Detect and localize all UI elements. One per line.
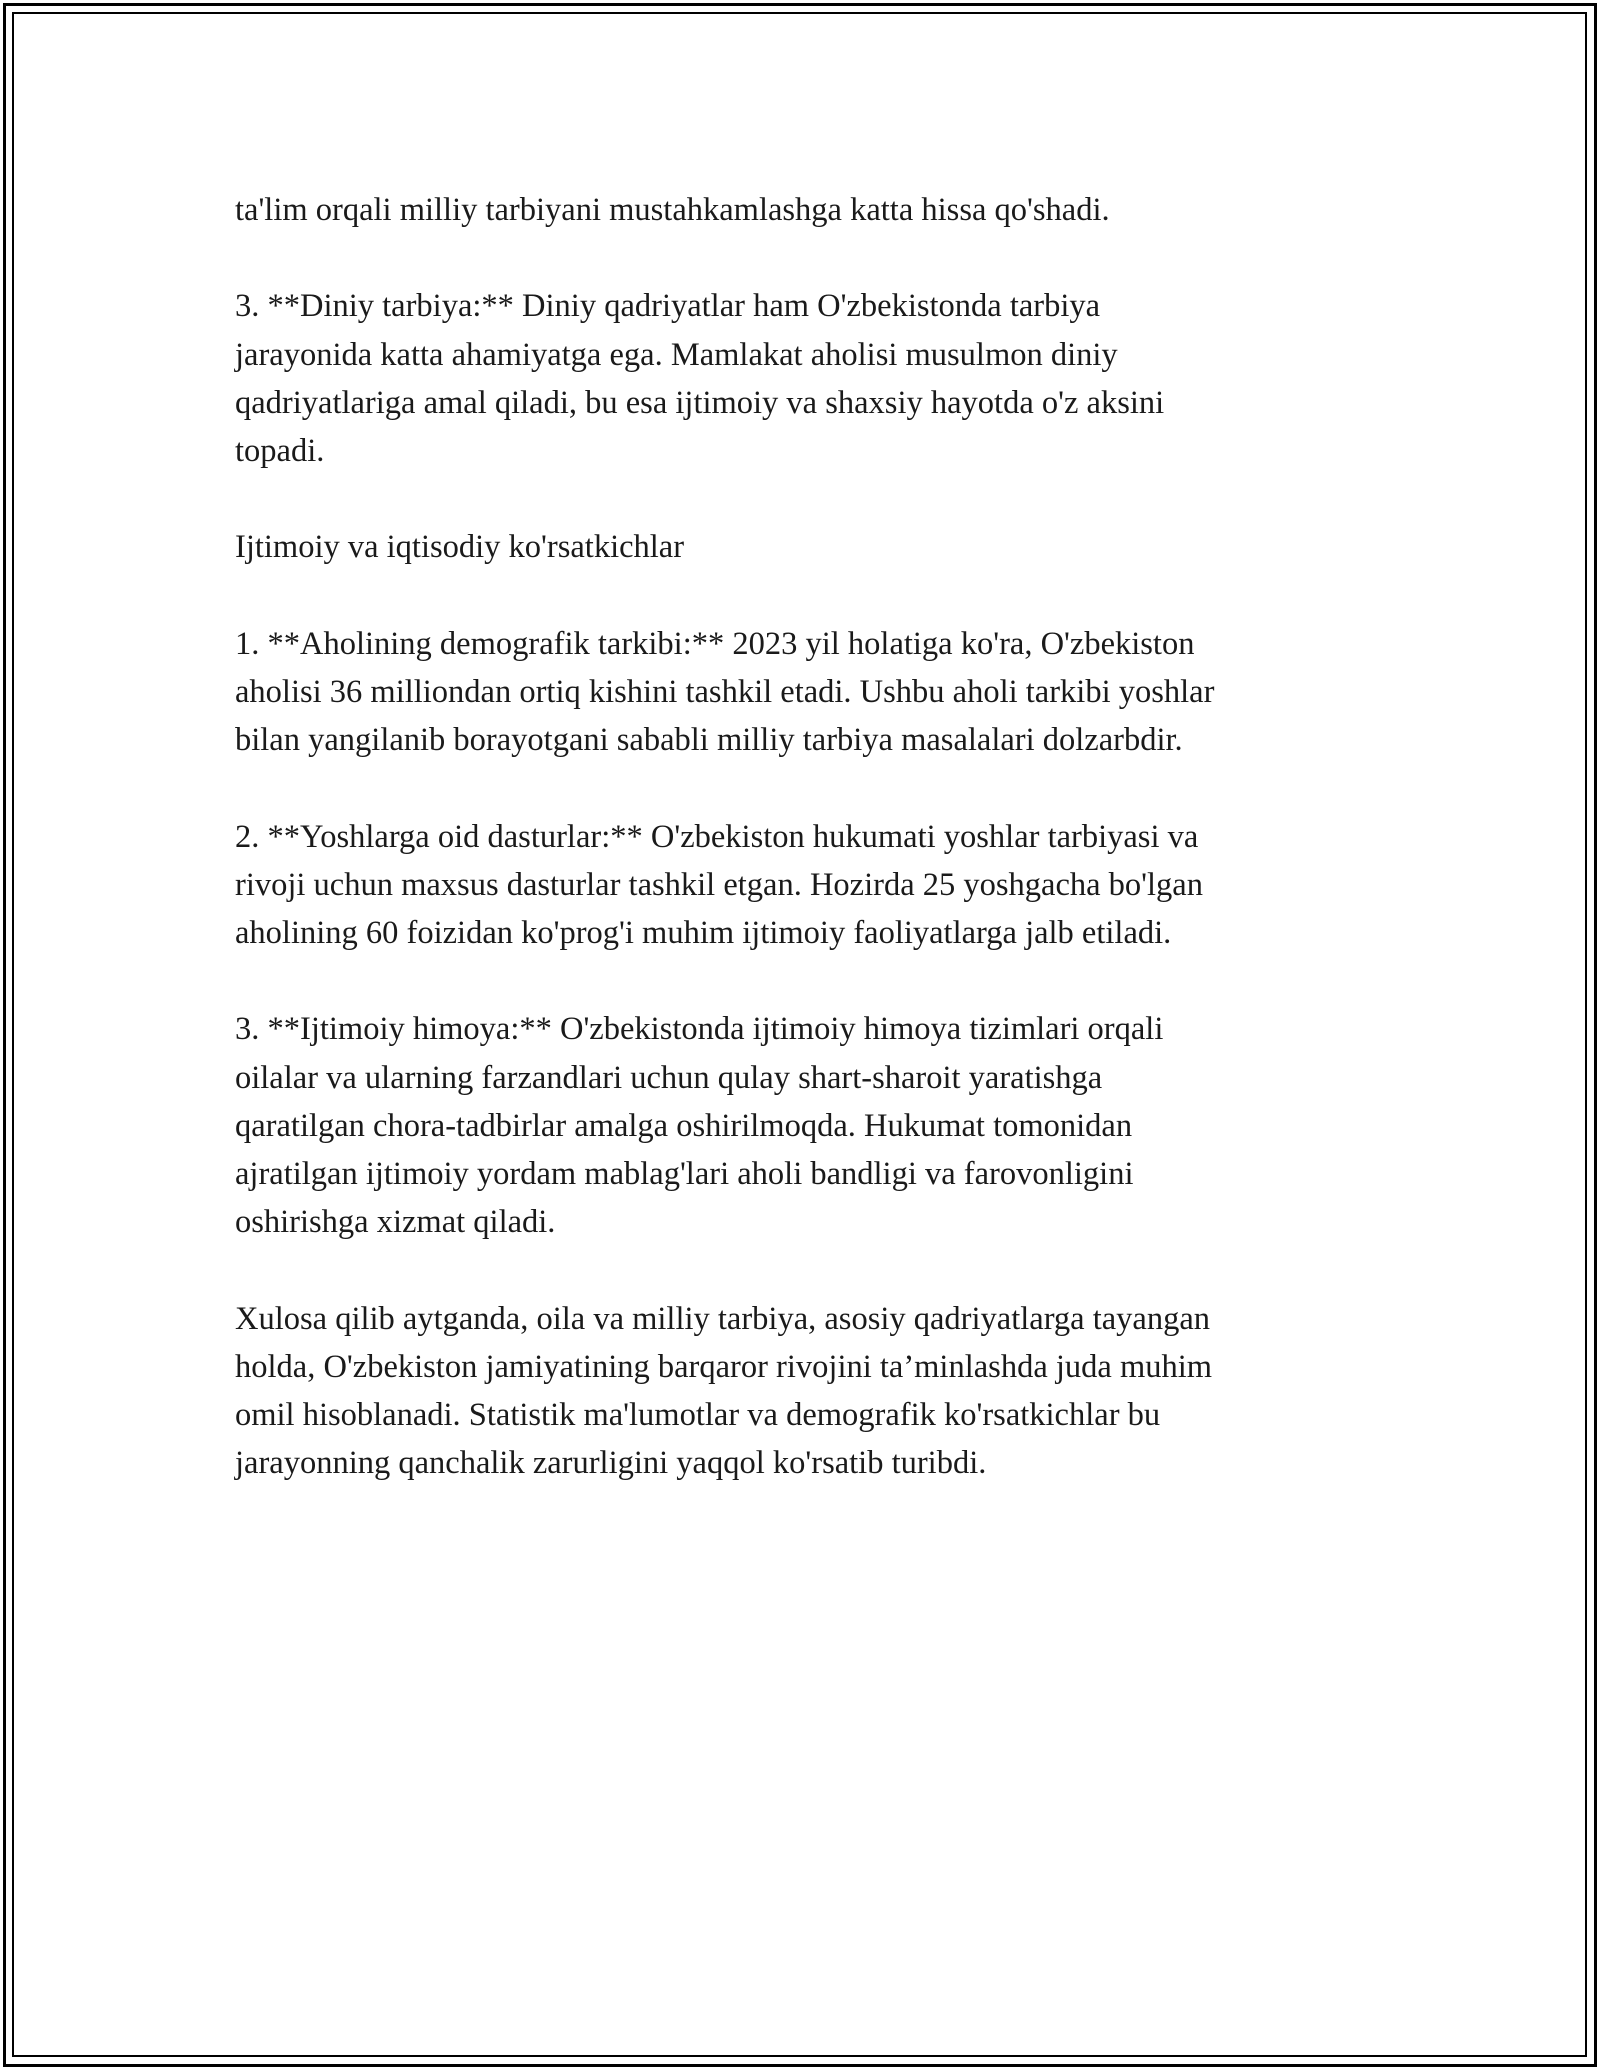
document-body (235, 186, 1375, 1536)
paragraph-demographics: 1. **Aholining demografik tarkibi:** 2023 yil holatiga ko'ra, O'zbekiston aholisi 36 milliondan ortiq kishini tashkil etadi. Ushbu aholi tarkibi yoshlar bilan yangilanib borayotgani sababli milliy tarbiya masalalari dolzarbdir. (235, 625, 1215, 759)
paragraph-education-contribution: ta'lim orqali milliy tarbiyani mustahkamlashga katta hissa qo'shadi. (235, 192, 1110, 228)
paragraph-conclusion: Xulosa qilib aytganda, oila va milliy tarbiya, asosiy qadriyatlarga tayangan holda, O'zbekiston jamiyatining barqaror rivojini ta’minlashda juda muhim omil hisoblanadi. Statistik ma'lumotlar va demografik ko'rsatkichlar bu jarayonning qanchalik zarurligini yaqqol ko'rsatib turibdi. (235, 1300, 1213, 1482)
paragraph-social-protection: 3. **Ijtimoiy himoya:** O'zbekistonda ijtimoiy himoya tizimlari orqali oilalar va ularning farzandlari uchun qulay shart-sharoit yaratishga qaratilgan chora-tadbirlar amalga oshirilmoqda. Hukumat tomonidan ajratilgan ijtimoiy yordam mablag'lari aholi bandligi va farovonligini oshirishga xizmat qiladi. (235, 1011, 1164, 1241)
section-heading-social-economic: Ijtimoiy va iqtisodiy ko'rsatkichlar (235, 529, 685, 566)
paragraph-religious-upbringing: 3. **Diniy tarbiya:** Diniy qadriyatlar ham O'zbekistonda tarbiya jarayonida katta ahamiyatga ega. Mamlakat aholisi musulmon diniy qadriyatlariga amal qiladi, bu esa ijtimoiy va shaxsiy hayotda o'z aksini topadi. (235, 288, 1165, 469)
paragraph-youth-programs: 2. **Yoshlarga oid dasturlar:** O'zbekiston hukumati yoshlar tarbiyasi va rivoji uchun maxsus dasturlar tashkil etgan. Hozirda 25 yoshgacha bo'lgan aholining 60 foizidan ko'prog'i muhim ijtimoiy faoliyatlarga jalb etiladi. (235, 818, 1203, 951)
